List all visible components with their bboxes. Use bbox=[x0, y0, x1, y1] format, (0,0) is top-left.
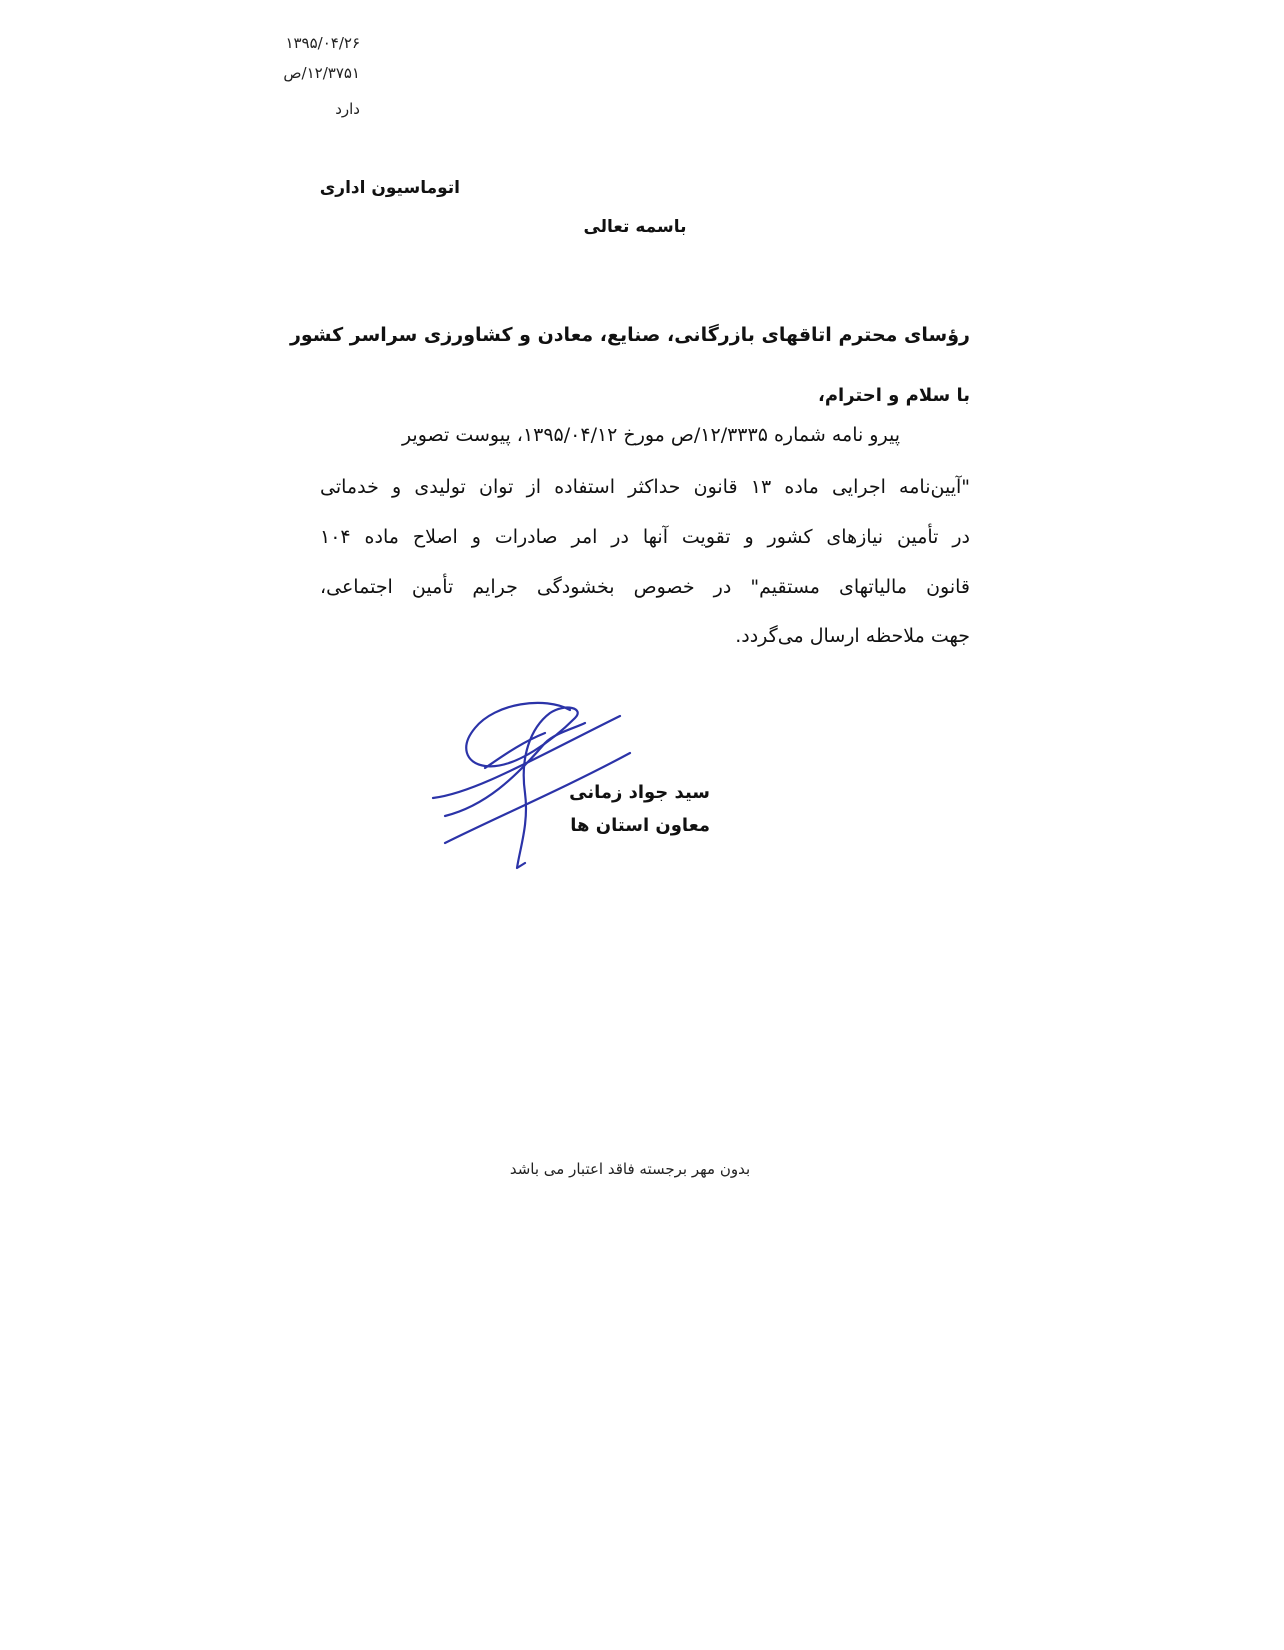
department-label: اتوماسیون اداری bbox=[319, 178, 460, 198]
body-line-2: "آیین‌نامه اجرایی ماده ۱۳ قانون حداکثر استفاده از توان تولیدی و خدماتی bbox=[320, 476, 970, 498]
body-line-5: جهت ملاحظه ارسال می‌گردد. bbox=[735, 625, 970, 647]
attachment-status: دارد bbox=[335, 100, 360, 118]
letter-date: ۱۳۹۵/۰۴/۲۶ bbox=[285, 34, 360, 52]
invocation-heading: باسمه تعالی bbox=[583, 217, 687, 237]
greeting-line: با سلام و احترام، bbox=[818, 385, 970, 406]
body-line-4: قانون مالیاتهای مستقیم" در خصوص بخشودگی جرایم تأمین اجتماعی، bbox=[320, 576, 970, 598]
signer-title: معاون استان ها bbox=[570, 815, 710, 836]
body-line-1: پیرو نامه شماره ۱۲/۳۳۳۵/ص مورخ ۱۳۹۵/۰۴/۱۲، پیوست تصویر bbox=[401, 424, 900, 446]
addressee-line: رؤسای محترم اتاقهای بازرگانی، صنایع، معادن و کشاورزی سراسر کشور bbox=[289, 324, 970, 346]
signer-name: سید جواد زمانی bbox=[569, 782, 710, 803]
letter-number: ۱۲/۳۷۵۱/ص bbox=[283, 64, 360, 82]
footer-validity-note: بدون مهر برجسته فاقد اعتبار می باشد bbox=[509, 1160, 751, 1178]
body-line-3: در تأمین نیازهای کشور و تقویت آنها در امر صادرات و اصلاح ماده ۱۰۴ bbox=[320, 526, 970, 548]
